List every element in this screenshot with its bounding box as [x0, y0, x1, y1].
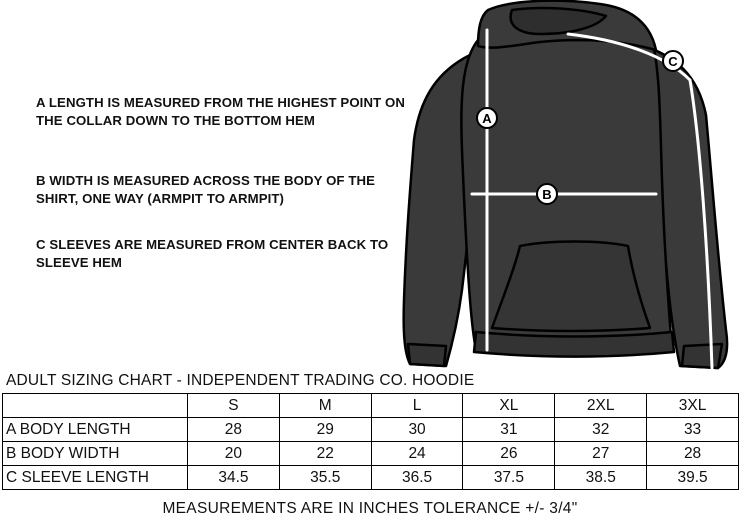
- table-row: [3, 442, 739, 466]
- size-header: 3XL: [647, 394, 739, 418]
- instruction-sleeve: C SLEEVES ARE MEASURED FROM CENTER BACK TO SLEEVE HEM: [36, 237, 389, 270]
- table-cell: 28: [188, 418, 280, 442]
- table-cell: 38.5: [555, 466, 647, 490]
- table-cell: 39.5: [647, 466, 739, 490]
- measurement-note: MEASUREMENTS ARE IN INCHES TOLERANCE +/- 3/4": [162, 500, 578, 517]
- size-header: 2XL: [555, 394, 647, 418]
- table-header-row: [3, 394, 739, 418]
- table-cell: 30: [371, 418, 463, 442]
- table-row: [3, 466, 739, 490]
- table-row: [3, 418, 739, 442]
- table-cell: 29: [279, 418, 371, 442]
- instruction-width: B WIDTH IS MEASURED ACROSS THE BODY OF THE SHIRT, ONE WAY (ARMPIT TO ARMPIT): [36, 173, 376, 206]
- row-label: C SLEEVE LENGTH: [3, 466, 188, 490]
- size-header: XL: [463, 394, 555, 418]
- table-cell: 22: [279, 442, 371, 466]
- left-cuff: [408, 344, 446, 366]
- row-label: A BODY LENGTH: [3, 418, 188, 442]
- row-label: B BODY WIDTH: [3, 442, 188, 466]
- table-cell: 28: [647, 442, 739, 466]
- table-cell: 27: [555, 442, 647, 466]
- table-cell: 35.5: [279, 466, 371, 490]
- size-header: L: [371, 394, 463, 418]
- table-cell: 32: [555, 418, 647, 442]
- table-cell: 33: [647, 418, 739, 442]
- marker-c: [663, 51, 683, 71]
- marker-b: [537, 184, 557, 204]
- marker-a-label: A: [482, 111, 492, 126]
- chart-title: ADULT SIZING CHART - INDEPENDENT TRADING CO. HOODIE: [6, 372, 475, 389]
- size-header: S: [188, 394, 280, 418]
- marker-c-label: C: [668, 54, 678, 69]
- instruction-length: A LENGTH IS MEASURED FROM THE HIGHEST POINT ON THE COLLAR DOWN TO THE BOTTOM HEM: [36, 95, 405, 128]
- table-cell: 24: [371, 442, 463, 466]
- waistband: [474, 332, 674, 357]
- table-cell: 26: [463, 442, 555, 466]
- right-cuff: [682, 344, 722, 368]
- sizing-table: [2, 393, 739, 490]
- marker-b-label: B: [542, 187, 552, 202]
- table-cell: 31: [463, 418, 555, 442]
- table-cell: 36.5: [371, 466, 463, 490]
- table-cell: 37.5: [463, 466, 555, 490]
- header-empty-cell: [3, 394, 188, 418]
- table-cell: 34.5: [188, 466, 280, 490]
- marker-a: [477, 108, 497, 128]
- hoodie-diagram: [400, 0, 740, 372]
- size-header: M: [279, 394, 371, 418]
- table-cell: 20: [188, 442, 280, 466]
